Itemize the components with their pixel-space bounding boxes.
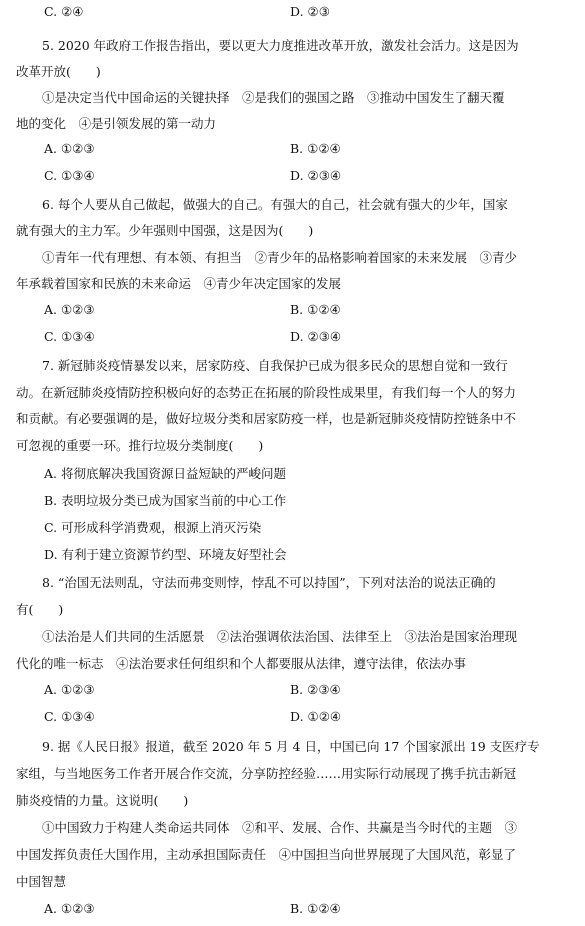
statement-list: ①是决定当代中国命运的关键抉择 ②是我们的强国之路 ③推动中国发生了翻天覆 bbox=[42, 90, 505, 105]
option-d: D. ②③ bbox=[290, 4, 330, 19]
statement-list: 中国智慧 bbox=[16, 874, 67, 889]
option-c: C. 可形成科学消费观，根源上消灭污染 bbox=[44, 520, 262, 535]
option-a: A. ①②③ bbox=[44, 682, 95, 697]
option-d: D. ①②④ bbox=[290, 709, 342, 724]
statement-list: 地的变化 ④是引领发展的第一动力 bbox=[16, 116, 217, 131]
question-stem: 动。在新冠肺炎疫情防控积极向好的态势正在拓展的阶段性成果里，有我们每一个人的努力 bbox=[16, 385, 517, 400]
statement-list: 中国发挥负责任大国作用，主动承担国际责任 ④中国担当向世界展现了大国风范，彰显了 bbox=[16, 847, 517, 862]
statement-list: ①青年一代有理想、有本领、有担当 ②青少年的品格影响着国家的未来发展 ③青少 bbox=[42, 250, 518, 265]
option-b: B. ①②④ bbox=[290, 901, 341, 916]
question-stem: 改革开放( ) bbox=[16, 64, 101, 79]
question-stem: 7. 新冠肺炎疫情暴发以来，居家防疫、自我保护已成为很多民众的思想自觉和一致行 bbox=[42, 358, 508, 373]
option-d: D. ②③④ bbox=[290, 168, 342, 183]
question-stem: 可忽视的重要一环。推行垃圾分类制度( ) bbox=[16, 438, 264, 453]
option-d: D. ②③④ bbox=[290, 329, 342, 344]
option-b: B. ①②④ bbox=[290, 302, 341, 317]
option-c: C. ①③④ bbox=[44, 329, 95, 344]
option-c: C. ①③④ bbox=[44, 168, 95, 183]
question-stem: 和贡献。有必要强调的是，做好垃圾分类和居家防疫一样，也是新冠肺炎疫情防控链条中不 bbox=[16, 411, 517, 426]
question-stem: 6. 每个人要从自己做起，做强大的自己。有强大的自己，社会就有强大的少年，国家 bbox=[42, 197, 508, 212]
option-a: A. ①②③ bbox=[44, 302, 95, 317]
statement-list: 年承载着国家和民族的未来命运 ④青少年决定国家的发展 bbox=[16, 276, 342, 291]
option-b: B. 表明垃圾分类已成为国家当前的中心工作 bbox=[44, 493, 287, 508]
option-c: C. ②④ bbox=[44, 4, 84, 19]
question-stem: 8. “治国无法则乱，守法而弗变则悖，悖乱不可以持国”，下列对法治的说法正确的 bbox=[42, 575, 496, 590]
question-stem: 家组，与当地医务工作者开展合作交流，分享防控经验……用实际行动展现了携手抗击新冠 bbox=[16, 766, 517, 781]
statement-list: ①法治是人们共同的生活愿景 ②法治强调依法治国、法律至上 ③法治是国家治理现 bbox=[42, 629, 518, 644]
statement-list: 代化的唯一标志 ④法治要求任何组织和个人都要服从法律，遵守法律，依法办事 bbox=[16, 656, 467, 671]
question-stem: 就有强大的主力军。少年强则中国强，这是因为( ) bbox=[16, 223, 314, 238]
option-a: A. ①②③ bbox=[44, 141, 95, 156]
option-a: A. 将彻底解决我国资源日益短缺的严峻问题 bbox=[44, 466, 286, 481]
option-b: B. ②③④ bbox=[290, 682, 341, 697]
option-d: D. 有利于建立资源节约型、环境友好型社会 bbox=[44, 547, 287, 562]
option-b: B. ①②④ bbox=[290, 141, 341, 156]
option-c: C. ①③④ bbox=[44, 709, 95, 724]
question-stem: 9. 据《人民日报》报道，截至 2020 年 5 月 4 日，中国已向 17 个国家派出 19 支医疗专 bbox=[42, 739, 540, 754]
question-stem: 5. 2020 年政府工作报告指出，要以更大力度推进改革开放，激发社会活力。这是因为 bbox=[42, 38, 519, 53]
question-stem: 有( ) bbox=[16, 602, 64, 617]
question-stem: 肺炎疫情的力量。这说明( ) bbox=[16, 793, 189, 808]
statement-list: ①中国致力于构建人类命运共同体 ②和平、发展、合作、共赢是当今时代的主题 ③ bbox=[42, 820, 518, 835]
option-a: A. ①②③ bbox=[44, 901, 95, 916]
